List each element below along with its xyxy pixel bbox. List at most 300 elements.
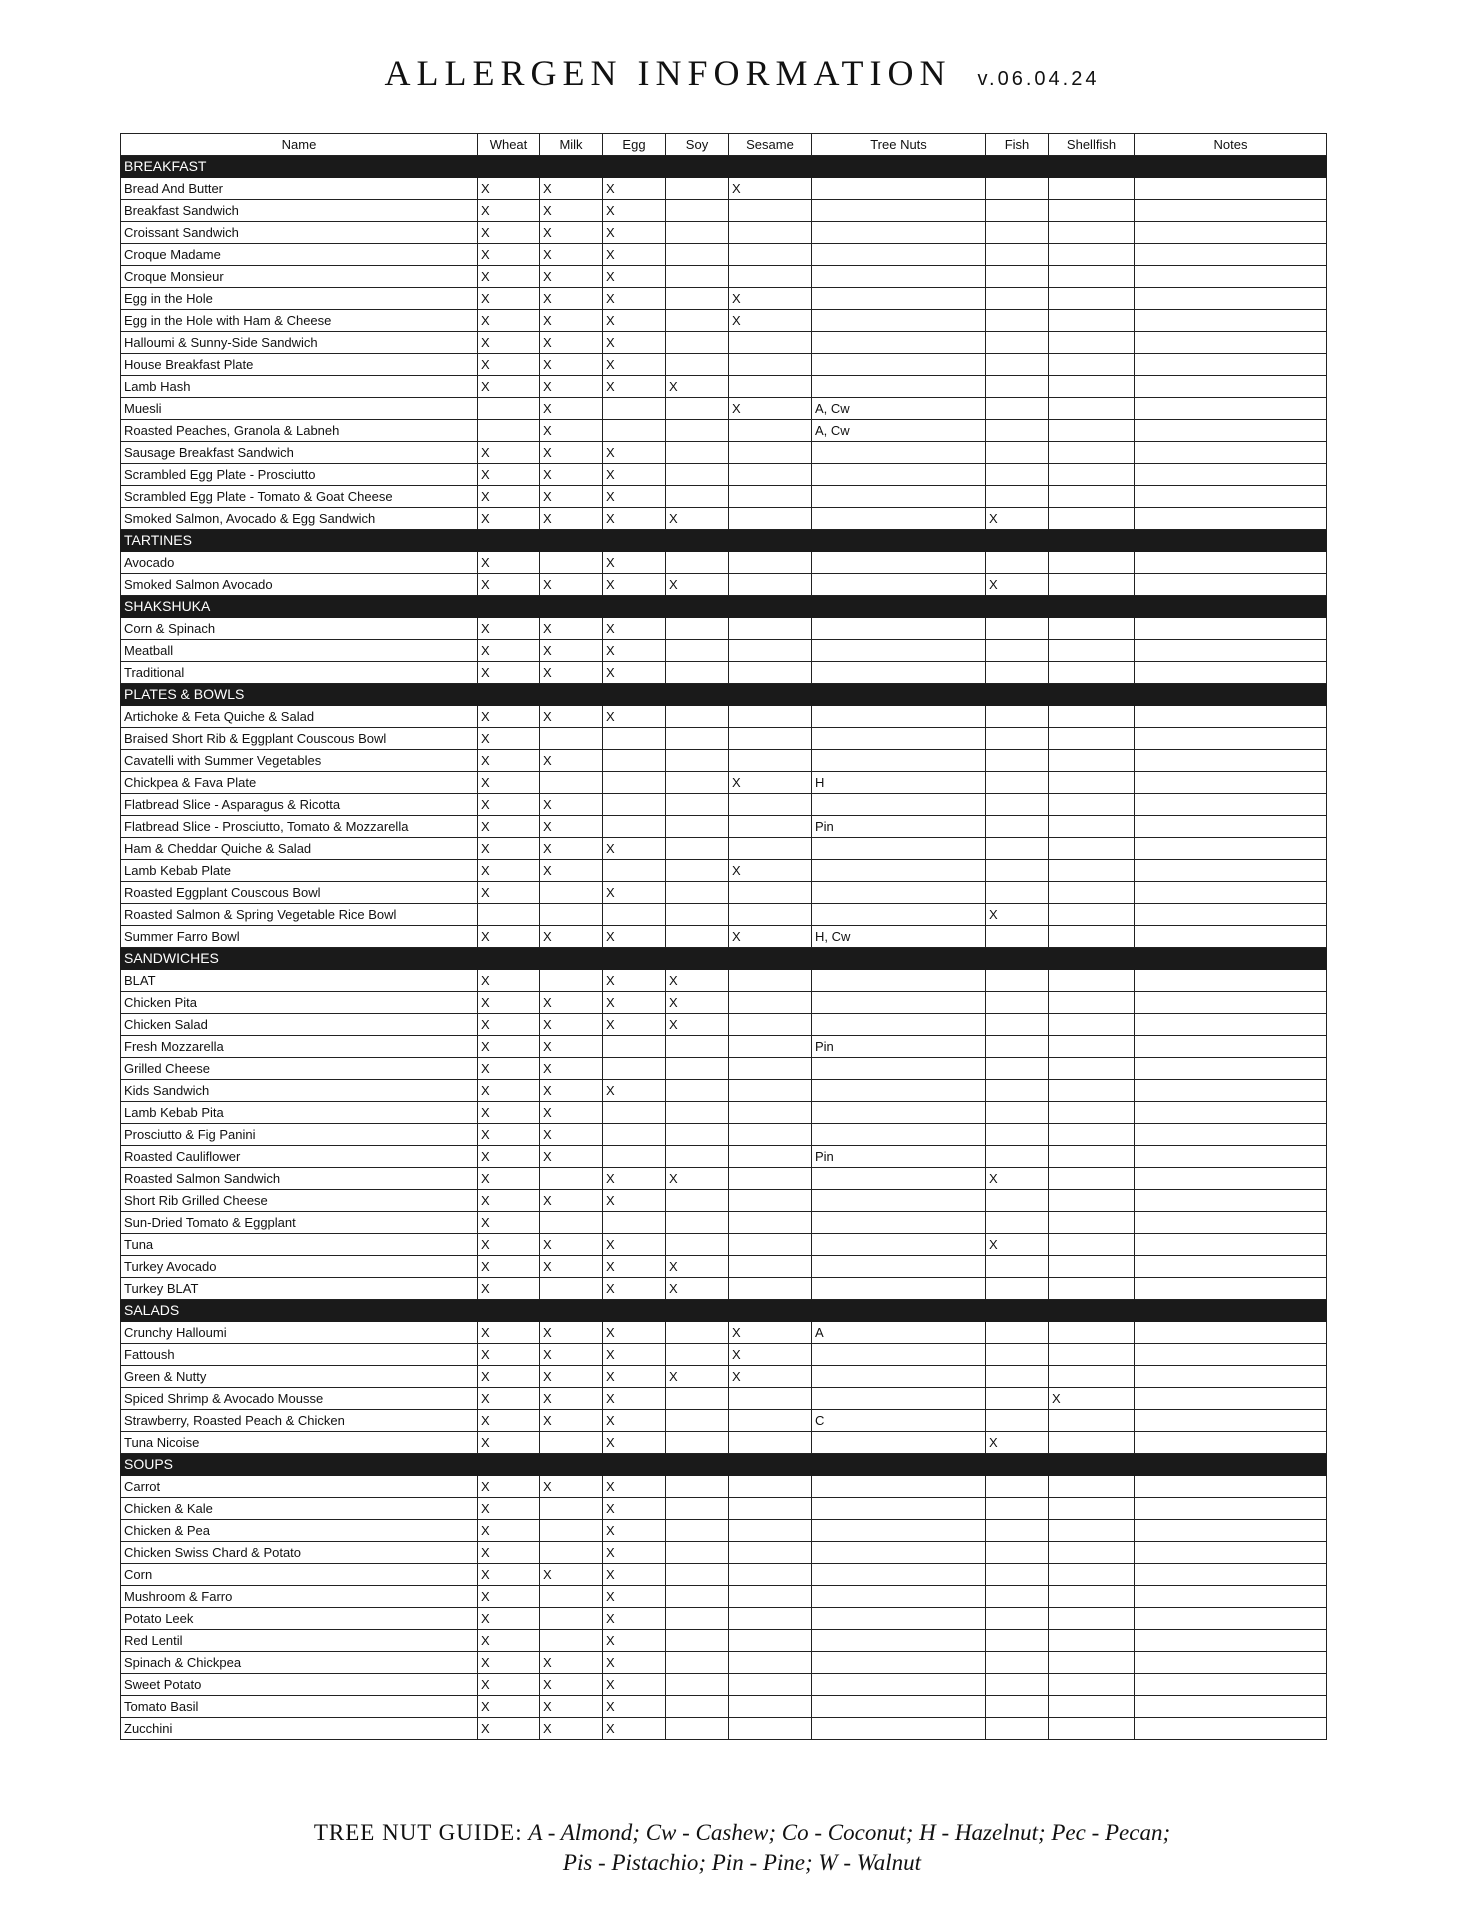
- cell-soy: [666, 1674, 729, 1696]
- cell-wheat: X: [478, 1058, 540, 1080]
- cell-shellfish: [1049, 838, 1135, 860]
- cell-egg: [603, 860, 666, 882]
- cell-tree-nuts: [812, 1234, 986, 1256]
- cell-wheat: X: [478, 464, 540, 486]
- cell-wheat: X: [478, 1718, 540, 1740]
- cell-shellfish: [1049, 970, 1135, 992]
- section-title: SANDWICHES: [121, 948, 1327, 970]
- cell-shellfish: [1049, 772, 1135, 794]
- table-row: [121, 486, 1327, 508]
- cell-tree-nuts: [812, 1278, 986, 1300]
- cell-tree-nuts: [812, 1652, 986, 1674]
- cell-notes: [1135, 1102, 1327, 1124]
- tree-nut-guide: [0, 1818, 1484, 1878]
- cell-soy: [666, 860, 729, 882]
- cell-sesame: [729, 1432, 812, 1454]
- cell-fish: [986, 1564, 1049, 1586]
- cell-name: Fattoush: [121, 1344, 478, 1366]
- cell-tree-nuts: [812, 1696, 986, 1718]
- cell-soy: [666, 1652, 729, 1674]
- section-header-row: [121, 948, 1327, 970]
- cell-tree-nuts: [812, 992, 986, 1014]
- cell-tree-nuts: A, Cw: [812, 420, 986, 442]
- cell-name: Halloumi & Sunny-Side Sandwich: [121, 332, 478, 354]
- cell-egg: X: [603, 1564, 666, 1586]
- cell-name: Tomato Basil: [121, 1696, 478, 1718]
- cell-wheat: X: [478, 926, 540, 948]
- cell-wheat: X: [478, 1520, 540, 1542]
- cell-tree-nuts: [812, 178, 986, 200]
- table-row: [121, 376, 1327, 398]
- cell-tree-nuts: [812, 1168, 986, 1190]
- cell-notes: [1135, 816, 1327, 838]
- cell-soy: [666, 552, 729, 574]
- cell-wheat: X: [478, 640, 540, 662]
- table-row: [121, 354, 1327, 376]
- cell-shellfish: [1049, 1102, 1135, 1124]
- cell-tree-nuts: [812, 970, 986, 992]
- table-row: [121, 1498, 1327, 1520]
- cell-shellfish: [1049, 442, 1135, 464]
- cell-name: Corn: [121, 1564, 478, 1586]
- cell-wheat: X: [478, 508, 540, 530]
- cell-sesame: X: [729, 1344, 812, 1366]
- cell-name: Grilled Cheese: [121, 1058, 478, 1080]
- cell-fish: [986, 178, 1049, 200]
- cell-tree-nuts: [812, 266, 986, 288]
- cell-fish: [986, 1630, 1049, 1652]
- cell-sesame: [729, 222, 812, 244]
- table-row: [121, 1652, 1327, 1674]
- cell-sesame: [729, 244, 812, 266]
- cell-wheat: X: [478, 376, 540, 398]
- table-row: [121, 200, 1327, 222]
- cell-notes: [1135, 1542, 1327, 1564]
- cell-egg: X: [603, 266, 666, 288]
- cell-fish: [986, 1014, 1049, 1036]
- cell-soy: [666, 354, 729, 376]
- cell-milk: X: [540, 464, 603, 486]
- cell-soy: [666, 1410, 729, 1432]
- cell-shellfish: [1049, 1432, 1135, 1454]
- cell-egg: X: [603, 618, 666, 640]
- cell-tree-nuts: [812, 354, 986, 376]
- cell-notes: [1135, 1278, 1327, 1300]
- cell-tree-nuts: [812, 904, 986, 926]
- table-row: [121, 1608, 1327, 1630]
- cell-milk: X: [540, 1146, 603, 1168]
- cell-fish: [986, 1652, 1049, 1674]
- cell-name: Muesli: [121, 398, 478, 420]
- cell-shellfish: [1049, 1256, 1135, 1278]
- cell-milk: X: [540, 1322, 603, 1344]
- cell-sesame: [729, 1102, 812, 1124]
- cell-sesame: [729, 838, 812, 860]
- cell-tree-nuts: [812, 706, 986, 728]
- cell-egg: X: [603, 1168, 666, 1190]
- cell-name: Turkey BLAT: [121, 1278, 478, 1300]
- cell-wheat: X: [478, 1608, 540, 1630]
- cell-name: Egg in the Hole with Ham & Cheese: [121, 310, 478, 332]
- cell-fish: [986, 442, 1049, 464]
- cell-sesame: [729, 1014, 812, 1036]
- cell-sesame: [729, 882, 812, 904]
- cell-egg: X: [603, 508, 666, 530]
- cell-milk: [540, 904, 603, 926]
- allergen-table: [120, 133, 1327, 1740]
- cell-wheat: X: [478, 618, 540, 640]
- cell-sesame: [729, 442, 812, 464]
- cell-notes: [1135, 1476, 1327, 1498]
- cell-name: Potato Leek: [121, 1608, 478, 1630]
- cell-notes: [1135, 1146, 1327, 1168]
- table-row: [121, 266, 1327, 288]
- cell-milk: X: [540, 1080, 603, 1102]
- cell-milk: X: [540, 200, 603, 222]
- cell-name: Corn & Spinach: [121, 618, 478, 640]
- cell-milk: X: [540, 266, 603, 288]
- cell-name: Egg in the Hole: [121, 288, 478, 310]
- cell-soy: [666, 1630, 729, 1652]
- cell-soy: [666, 1322, 729, 1344]
- table-row: [121, 398, 1327, 420]
- cell-shellfish: [1049, 1366, 1135, 1388]
- cell-shellfish: [1049, 1344, 1135, 1366]
- cell-fish: [986, 882, 1049, 904]
- cell-shellfish: [1049, 266, 1135, 288]
- cell-egg: [603, 398, 666, 420]
- cell-fish: [986, 1212, 1049, 1234]
- table-row: [121, 1542, 1327, 1564]
- cell-name: Green & Nutty: [121, 1366, 478, 1388]
- cell-notes: [1135, 1652, 1327, 1674]
- cell-notes: [1135, 860, 1327, 882]
- cell-egg: [603, 750, 666, 772]
- cell-soy: [666, 882, 729, 904]
- cell-sesame: [729, 1124, 812, 1146]
- cell-egg: X: [603, 926, 666, 948]
- col-header-notes: Notes: [1135, 134, 1327, 156]
- cell-notes: [1135, 1586, 1327, 1608]
- cell-soy: [666, 706, 729, 728]
- cell-egg: X: [603, 442, 666, 464]
- cell-wheat: X: [478, 1344, 540, 1366]
- cell-sesame: [729, 794, 812, 816]
- cell-fish: [986, 1322, 1049, 1344]
- cell-milk: X: [540, 1124, 603, 1146]
- cell-fish: [986, 1608, 1049, 1630]
- table-row: [121, 1036, 1327, 1058]
- cell-sesame: [729, 508, 812, 530]
- cell-wheat: X: [478, 794, 540, 816]
- cell-tree-nuts: [812, 750, 986, 772]
- cell-soy: [666, 618, 729, 640]
- cell-shellfish: [1049, 398, 1135, 420]
- cell-name: Smoked Salmon Avocado: [121, 574, 478, 596]
- cell-fish: [986, 860, 1049, 882]
- cell-egg: X: [603, 310, 666, 332]
- cell-soy: X: [666, 508, 729, 530]
- cell-name: Roasted Salmon Sandwich: [121, 1168, 478, 1190]
- cell-sesame: X: [729, 288, 812, 310]
- cell-shellfish: [1049, 1410, 1135, 1432]
- cell-fish: [986, 332, 1049, 354]
- cell-shellfish: [1049, 420, 1135, 442]
- cell-fish: [986, 926, 1049, 948]
- cell-name: Carrot: [121, 1476, 478, 1498]
- cell-sesame: [729, 1190, 812, 1212]
- cell-shellfish: [1049, 288, 1135, 310]
- cell-notes: [1135, 1256, 1327, 1278]
- cell-egg: [603, 1102, 666, 1124]
- cell-fish: [986, 200, 1049, 222]
- cell-milk: [540, 552, 603, 574]
- table-row: [121, 1322, 1327, 1344]
- cell-tree-nuts: [812, 1630, 986, 1652]
- cell-sesame: [729, 750, 812, 772]
- cell-shellfish: [1049, 1630, 1135, 1652]
- cell-shellfish: [1049, 1036, 1135, 1058]
- cell-shellfish: [1049, 1476, 1135, 1498]
- cell-milk: X: [540, 574, 603, 596]
- cell-milk: X: [540, 1476, 603, 1498]
- cell-name: Mushroom & Farro: [121, 1586, 478, 1608]
- cell-soy: [666, 442, 729, 464]
- cell-shellfish: [1049, 926, 1135, 948]
- cell-name: Zucchini: [121, 1718, 478, 1740]
- table-row: [121, 992, 1327, 1014]
- cell-wheat: X: [478, 552, 540, 574]
- cell-tree-nuts: A, Cw: [812, 398, 986, 420]
- cell-shellfish: [1049, 464, 1135, 486]
- cell-tree-nuts: [812, 1102, 986, 1124]
- cell-notes: [1135, 618, 1327, 640]
- cell-milk: [540, 1608, 603, 1630]
- cell-shellfish: [1049, 904, 1135, 926]
- cell-fish: X: [986, 574, 1049, 596]
- cell-milk: X: [540, 618, 603, 640]
- cell-soy: [666, 1212, 729, 1234]
- cell-egg: X: [603, 354, 666, 376]
- cell-tree-nuts: [812, 1212, 986, 1234]
- cell-milk: X: [540, 992, 603, 1014]
- cell-sesame: X: [729, 1366, 812, 1388]
- cell-tree-nuts: H, Cw: [812, 926, 986, 948]
- table-row: [121, 1432, 1327, 1454]
- cell-name: Summer Farro Bowl: [121, 926, 478, 948]
- cell-shellfish: [1049, 486, 1135, 508]
- cell-milk: X: [540, 1564, 603, 1586]
- cell-milk: X: [540, 486, 603, 508]
- cell-soy: [666, 1696, 729, 1718]
- cell-fish: X: [986, 1432, 1049, 1454]
- cell-milk: X: [540, 442, 603, 464]
- cell-tree-nuts: Pin: [812, 1036, 986, 1058]
- table-row: [121, 772, 1327, 794]
- cell-milk: [540, 970, 603, 992]
- cell-egg: X: [603, 1322, 666, 1344]
- section-title: BREAKFAST: [121, 156, 1327, 178]
- cell-egg: X: [603, 1498, 666, 1520]
- cell-soy: [666, 1388, 729, 1410]
- cell-sesame: [729, 816, 812, 838]
- cell-tree-nuts: [812, 486, 986, 508]
- cell-wheat: X: [478, 992, 540, 1014]
- cell-milk: X: [540, 750, 603, 772]
- section-header-row: [121, 156, 1327, 178]
- cell-wheat: X: [478, 1366, 540, 1388]
- cell-fish: [986, 1036, 1049, 1058]
- cell-soy: [666, 640, 729, 662]
- cell-tree-nuts: H: [812, 772, 986, 794]
- cell-soy: [666, 1102, 729, 1124]
- cell-name: Lamb Kebab Pita: [121, 1102, 478, 1124]
- cell-wheat: X: [478, 1696, 540, 1718]
- cell-sesame: X: [729, 926, 812, 948]
- cell-soy: [666, 486, 729, 508]
- cell-milk: X: [540, 1388, 603, 1410]
- cell-shellfish: [1049, 618, 1135, 640]
- cell-soy: X: [666, 1366, 729, 1388]
- cell-wheat: X: [478, 442, 540, 464]
- cell-sesame: [729, 992, 812, 1014]
- cell-shellfish: [1049, 816, 1135, 838]
- cell-tree-nuts: [812, 464, 986, 486]
- cell-name: Scrambled Egg Plate - Tomato & Goat Cheese: [121, 486, 478, 508]
- table-row: [121, 750, 1327, 772]
- cell-sesame: X: [729, 398, 812, 420]
- cell-name: Traditional: [121, 662, 478, 684]
- cell-milk: X: [540, 420, 603, 442]
- cell-notes: [1135, 882, 1327, 904]
- table-row: [121, 1718, 1327, 1740]
- cell-shellfish: [1049, 1124, 1135, 1146]
- cell-tree-nuts: [812, 1608, 986, 1630]
- cell-notes: [1135, 1674, 1327, 1696]
- cell-wheat: X: [478, 1652, 540, 1674]
- cell-soy: [666, 200, 729, 222]
- cell-notes: [1135, 420, 1327, 442]
- cell-soy: [666, 904, 729, 926]
- guide-line-1: A - Almond; Cw - Cashew; Co - Coconut; H - Hazelnut; Pec - Pecan;: [528, 1820, 1171, 1845]
- cell-milk: X: [540, 1256, 603, 1278]
- cell-wheat: X: [478, 728, 540, 750]
- cell-fish: [986, 288, 1049, 310]
- cell-shellfish: [1049, 662, 1135, 684]
- cell-milk: X: [540, 376, 603, 398]
- cell-wheat: X: [478, 1432, 540, 1454]
- table-row: [121, 1586, 1327, 1608]
- cell-fish: [986, 1366, 1049, 1388]
- cell-soy: [666, 772, 729, 794]
- cell-name: Prosciutto & Fig Panini: [121, 1124, 478, 1146]
- cell-name: Artichoke & Feta Quiche & Salad: [121, 706, 478, 728]
- cell-sesame: [729, 1586, 812, 1608]
- cell-notes: [1135, 1168, 1327, 1190]
- cell-wheat: X: [478, 838, 540, 860]
- cell-notes: [1135, 398, 1327, 420]
- cell-shellfish: [1049, 574, 1135, 596]
- cell-wheat: X: [478, 970, 540, 992]
- cell-milk: X: [540, 1014, 603, 1036]
- header-row: [121, 134, 1327, 156]
- cell-milk: X: [540, 310, 603, 332]
- cell-sesame: [729, 1036, 812, 1058]
- cell-fish: [986, 1410, 1049, 1432]
- table-row: [121, 1058, 1327, 1080]
- cell-shellfish: [1049, 1542, 1135, 1564]
- cell-sesame: [729, 1630, 812, 1652]
- cell-egg: X: [603, 1674, 666, 1696]
- cell-name: Croque Madame: [121, 244, 478, 266]
- cell-notes: [1135, 1212, 1327, 1234]
- table-row: [121, 1630, 1327, 1652]
- cell-shellfish: [1049, 1146, 1135, 1168]
- cell-notes: [1135, 1190, 1327, 1212]
- section-title: SOUPS: [121, 1454, 1327, 1476]
- cell-milk: X: [540, 332, 603, 354]
- col-header-soy: Soy: [666, 134, 729, 156]
- col-header-egg: Egg: [603, 134, 666, 156]
- cell-milk: X: [540, 178, 603, 200]
- cell-tree-nuts: [812, 310, 986, 332]
- cell-shellfish: [1049, 310, 1135, 332]
- cell-fish: [986, 992, 1049, 1014]
- table-row: [121, 1410, 1327, 1432]
- cell-notes: [1135, 508, 1327, 530]
- cell-egg: [603, 420, 666, 442]
- cell-tree-nuts: [812, 200, 986, 222]
- cell-egg: [603, 1058, 666, 1080]
- cell-wheat: X: [478, 1630, 540, 1652]
- cell-tree-nuts: [812, 1718, 986, 1740]
- cell-fish: [986, 772, 1049, 794]
- cell-sesame: [729, 640, 812, 662]
- cell-wheat: X: [478, 662, 540, 684]
- cell-egg: X: [603, 1652, 666, 1674]
- section-header-row: [121, 596, 1327, 618]
- cell-soy: [666, 1124, 729, 1146]
- cell-milk: [540, 772, 603, 794]
- cell-name: Lamb Kebab Plate: [121, 860, 478, 882]
- cell-tree-nuts: [812, 1674, 986, 1696]
- cell-fish: [986, 222, 1049, 244]
- cell-soy: [666, 332, 729, 354]
- table-row: [121, 1212, 1327, 1234]
- section-title: TARTINES: [121, 530, 1327, 552]
- cell-egg: X: [603, 200, 666, 222]
- cell-milk: X: [540, 288, 603, 310]
- cell-soy: [666, 1542, 729, 1564]
- cell-soy: [666, 838, 729, 860]
- cell-wheat: X: [478, 1476, 540, 1498]
- cell-milk: X: [540, 816, 603, 838]
- cell-soy: [666, 1718, 729, 1740]
- cell-name: Chickpea & Fava Plate: [121, 772, 478, 794]
- cell-notes: [1135, 1608, 1327, 1630]
- cell-sesame: [729, 1542, 812, 1564]
- table-row: [121, 1014, 1327, 1036]
- cell-name: Tuna Nicoise: [121, 1432, 478, 1454]
- table-row: [121, 508, 1327, 530]
- cell-name: Chicken Salad: [121, 1014, 478, 1036]
- cell-sesame: [729, 1608, 812, 1630]
- cell-milk: [540, 1542, 603, 1564]
- cell-wheat: X: [478, 882, 540, 904]
- cell-sesame: [729, 1278, 812, 1300]
- cell-tree-nuts: [812, 728, 986, 750]
- cell-sesame: [729, 1234, 812, 1256]
